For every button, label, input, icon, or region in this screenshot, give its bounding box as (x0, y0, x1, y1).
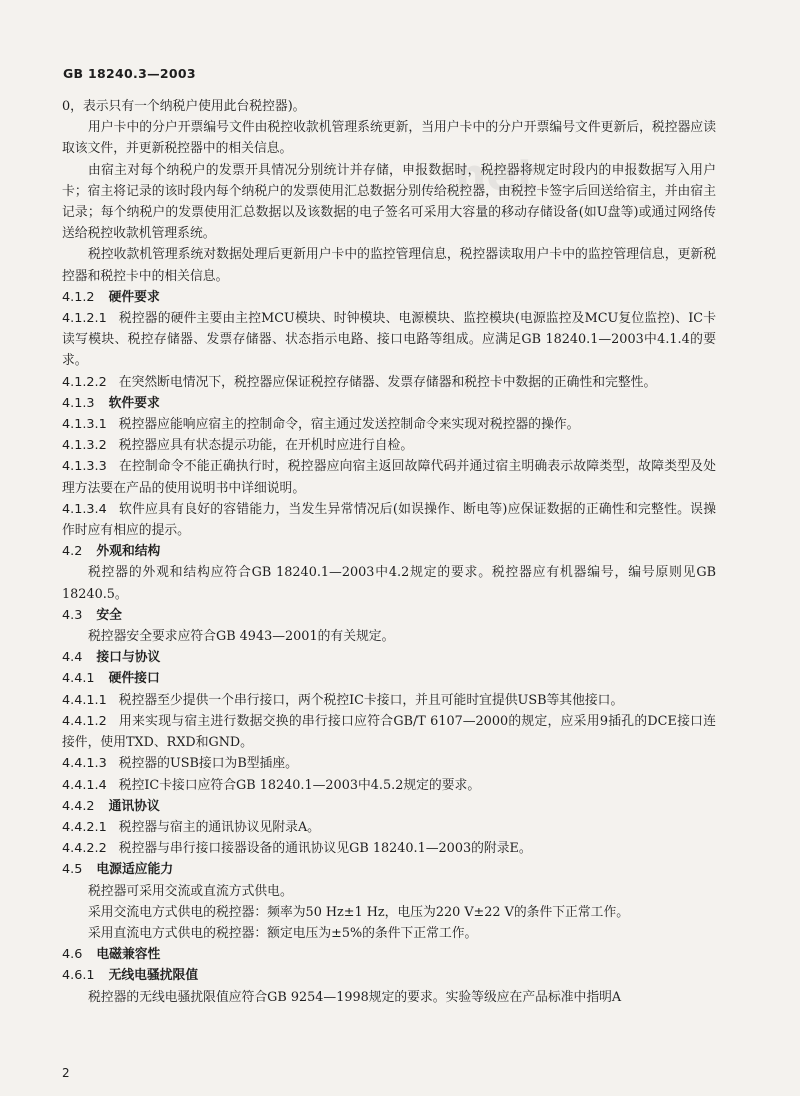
section-title: 通讯协议 (108, 798, 160, 814)
clause (62, 435, 716, 456)
section-number: 4.4.1 (62, 671, 95, 687)
paragraph: 税控器的无线电骚扰限值应符合GB 9254—1998规定的要求。实验等级应在产品标准中指明A (88, 989, 622, 1005)
section-title: 电磁兼容性 (96, 947, 161, 963)
section-heading (62, 393, 716, 414)
clause (62, 456, 716, 498)
clause-text: 税控器的USB接口为B型插座。 (118, 756, 298, 772)
section-heading (62, 647, 716, 668)
section-title: 硬件接口 (108, 671, 160, 687)
section-number: 4.3 (62, 607, 83, 623)
document-id: GB 18240.3—2003 (63, 66, 196, 81)
section-heading (62, 796, 716, 817)
section-heading (62, 965, 716, 986)
paragraph: 0，表示只有一个纳税户使用此台税控器)。 (62, 99, 306, 114)
clause-text: 税控器与宿主的通讯协议见附录A。 (118, 819, 320, 835)
paragraph: 税控器的外观和结构应符合GB 18240.1—2003中4.2规定的要求。税控器应有机器编号，编号原则见GB 18240.5。 (62, 565, 716, 602)
section-heading (62, 944, 716, 965)
section-heading (62, 541, 716, 562)
clause-number: 4.4.1.4 (62, 777, 107, 793)
clause (62, 753, 716, 774)
clause-number: 4.1.3.4 (62, 501, 107, 517)
clause-number: 4.4.1.2 (62, 713, 107, 729)
paragraph: 税控器安全要求应符合GB 4943—2001的有关规定。 (88, 629, 395, 645)
clause-text: 税控器应能响应宿主的控制命令，宿主通过发送控制命令来实现对税控器的操作。 (118, 417, 580, 433)
clause-text: 税控器应具有状态提示功能，在开机时应进行自检。 (118, 438, 414, 454)
section-number: 4.6 (62, 947, 83, 963)
paragraph: 采用直流电方式供电的税控器：额定电压为±5%的条件下正常工作。 (88, 925, 478, 941)
paragraph: 采用交流电方式供电的税控器：频率为50 Hz±1 Hz，电压为220 V±22 V的条件下正常工作。 (88, 904, 630, 920)
clause-text: 在突然断电情况下，税控器应保证税控存储器、发票存储器和税控卡中数据的正确性和完整性。 (118, 374, 657, 390)
paragraph: 税控收款机管理系统对数据处理后更新用户卡中的监控管理信息，税控器读取用户卡中的监控管理信息，更新税控器和税控卡中的相关信息。 (62, 247, 716, 284)
clause-number: 4.1.2.1 (62, 311, 107, 327)
watermark-text: net (455, 150, 538, 201)
section-number: 4.4 (62, 650, 83, 666)
clause-text: 税控器与串行接口接器设备的通讯协议见GB 18240.1—2003的附录E。 (118, 841, 532, 857)
clause (62, 499, 716, 541)
clause (62, 775, 716, 796)
clause (62, 817, 716, 838)
clause (62, 690, 716, 711)
section-number: 4.2 (62, 544, 83, 560)
clause-number: 4.1.3.2 (62, 438, 107, 454)
section-number: 4.4.2 (62, 798, 95, 814)
section-title: 外观和结构 (96, 544, 161, 560)
clause-text: 在控制命令不能正确执行时，税控器应向宿主返回故障代码并通过宿主明确表示故障类型，故障类型及处理方法要在产品的使用说明书中详细说明。 (62, 459, 716, 496)
section-title: 无线电骚扰限值 (108, 968, 199, 984)
section-number: 4.1.3 (62, 395, 95, 411)
section-heading (62, 859, 716, 880)
clause-text: 软件应具有良好的容错能力，当发生异常情况后(如误操作、断电等)应保证数据的正确性和完整性。误操作时应有相应的提示。 (62, 501, 716, 539)
document-body (62, 96, 716, 1008)
clause-number: 4.1.3.1 (62, 417, 107, 433)
section-title: 硬件要求 (108, 289, 160, 305)
clause (62, 372, 716, 393)
clause-number: 4.4.1.1 (62, 692, 107, 708)
clause (62, 838, 716, 859)
section-number: 4.1.2 (62, 289, 95, 305)
clause-number: 4.4.1.3 (62, 756, 107, 772)
clause (62, 711, 716, 753)
section-title: 软件要求 (108, 395, 160, 411)
clause-text: 税控器的硬件主要由主控MCU模块、时钟模块、电源模块、监控模块(电源监控及MCU复位监控)、IC卡读写模块、税控存储器、发票存储器、状态指示电路、接口电路等组成。应满足GB 18240.1—2003中4.1.4的要求。 (62, 311, 716, 369)
clause (62, 308, 716, 372)
clause-number: 4.4.2.2 (62, 841, 107, 857)
clause-text: 税控IC卡接口应符合GB 18240.1—2003中4.5.2规定的要求。 (118, 777, 481, 793)
clause (62, 414, 716, 435)
section-heading (62, 287, 716, 308)
paragraph: 用户卡中的分户开票编号文件由税控收款机管理系统更新，当用户卡中的分户开票编号文件更新后，税控器应读取该文件，并更新税控器中的相关信息。 (62, 120, 716, 157)
clause-text: 用来实现与宿主进行数据交换的串行接口应符合GB/T 6107—2000的规定，应采用9插孔的DCE接口连接件，使用TXD、RXD和GND。 (62, 713, 716, 751)
section-heading (62, 668, 716, 689)
paragraph: 由宿主对每个纳税户的发票开具情况分别统计并存储，申报数据时，税控器将规定时段内的申报数据写入用户卡；宿主将记录的该时段内每个纳税户的发票使用汇总数据分别传给税控器，由税控卡签字后回送给宿主，并由宿主记录；每个纳税户的发票使用汇总数据以及该数据的电子签名可采用大容量的移动存储设备(如U盘等)或通过网络传送给税控收款机管理系统。 (62, 162, 716, 242)
section-title: 电源适应能力 (96, 862, 174, 878)
clause-number: 4.4.2.1 (62, 819, 107, 835)
paragraph: 税控器可采用交流或直流方式供电。 (88, 883, 293, 899)
section-title: 安全 (96, 607, 122, 623)
section-title: 接口与协议 (96, 650, 161, 666)
clause-text: 税控器至少提供一个串行接口，两个税控IC卡接口，并且可能时宜提供USB等其他接口。 (118, 692, 624, 708)
clause-number: 4.1.3.3 (62, 459, 107, 475)
section-heading (62, 605, 716, 626)
section-number: 4.5 (62, 862, 83, 878)
section-number: 4.6.1 (62, 968, 95, 984)
clause-number: 4.1.2.2 (62, 374, 107, 390)
page-number: 2 (62, 1066, 70, 1080)
